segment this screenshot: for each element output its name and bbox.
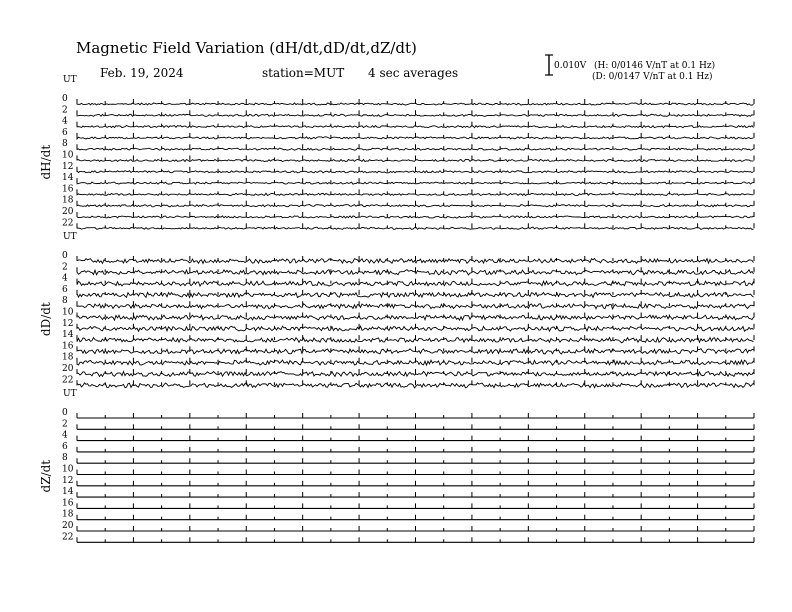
scale-d-note: (D: 0/0147 V/nT at 0.1 Hz) [592,72,713,82]
averaging-label: 4 sec averages [368,66,459,80]
ut-label: UT [63,389,77,399]
hour-label: 22 [62,532,74,543]
panel-axis-label: dD/dt [39,302,53,337]
hour-label: 18 [62,509,74,520]
hour-label: 6 [62,127,68,138]
hour-label: 4 [62,273,68,284]
hour-label: 0 [62,251,68,261]
hour-label: 2 [62,419,68,430]
hour-label: 12 [62,318,74,329]
hour-label: 16 [62,184,74,195]
hour-label: 12 [62,475,74,486]
hour-label: 8 [62,139,68,150]
panel-axis-label: dZ/dt [39,459,53,493]
hour-label: 2 [62,262,68,273]
hour-label: 20 [62,207,74,217]
hour-label: 10 [62,464,74,475]
hour-label: 20 [62,364,74,374]
station-label: station=MUT [262,66,345,80]
hour-label: 6 [62,441,68,452]
hour-label: 18 [62,195,74,206]
panel-2 [39,232,754,388]
scale-bar [545,55,715,82]
scale-bar-label: 0.010V [554,61,587,71]
hour-label: 14 [62,173,74,184]
hour-label: 12 [62,161,74,172]
hour-label: 14 [62,487,74,498]
hour-label: 18 [62,352,74,363]
ut-label: UT [63,75,77,85]
hour-label: 6 [62,284,68,295]
panel-3 [39,389,754,542]
chart-title: Magnetic Field Variation (dH/dt,dD/dt,dZ/dt) [76,39,417,57]
ut-label: UT [63,232,77,242]
scale-h-note: (H: 0/0146 V/nT at 0.1 Hz) [594,61,716,71]
hour-label: 22 [62,375,74,386]
hour-label: 10 [62,150,74,161]
hour-label: 20 [62,521,74,531]
hour-label: 0 [62,94,68,104]
hour-label: 14 [62,330,74,341]
panel-1 [39,75,754,229]
hour-label: 16 [62,498,74,509]
date-label: Feb. 19, 2024 [100,66,184,80]
hour-label: 8 [62,453,68,464]
hour-label: 4 [62,430,68,441]
hour-label: 8 [62,296,68,307]
hour-label: 2 [62,105,68,116]
hour-label: 10 [62,307,74,318]
hour-label: 16 [62,341,74,352]
panel-axis-label: dH/dt [39,144,53,180]
hour-label: 22 [62,218,74,229]
hour-label: 0 [62,408,68,418]
hour-label: 4 [62,116,68,127]
